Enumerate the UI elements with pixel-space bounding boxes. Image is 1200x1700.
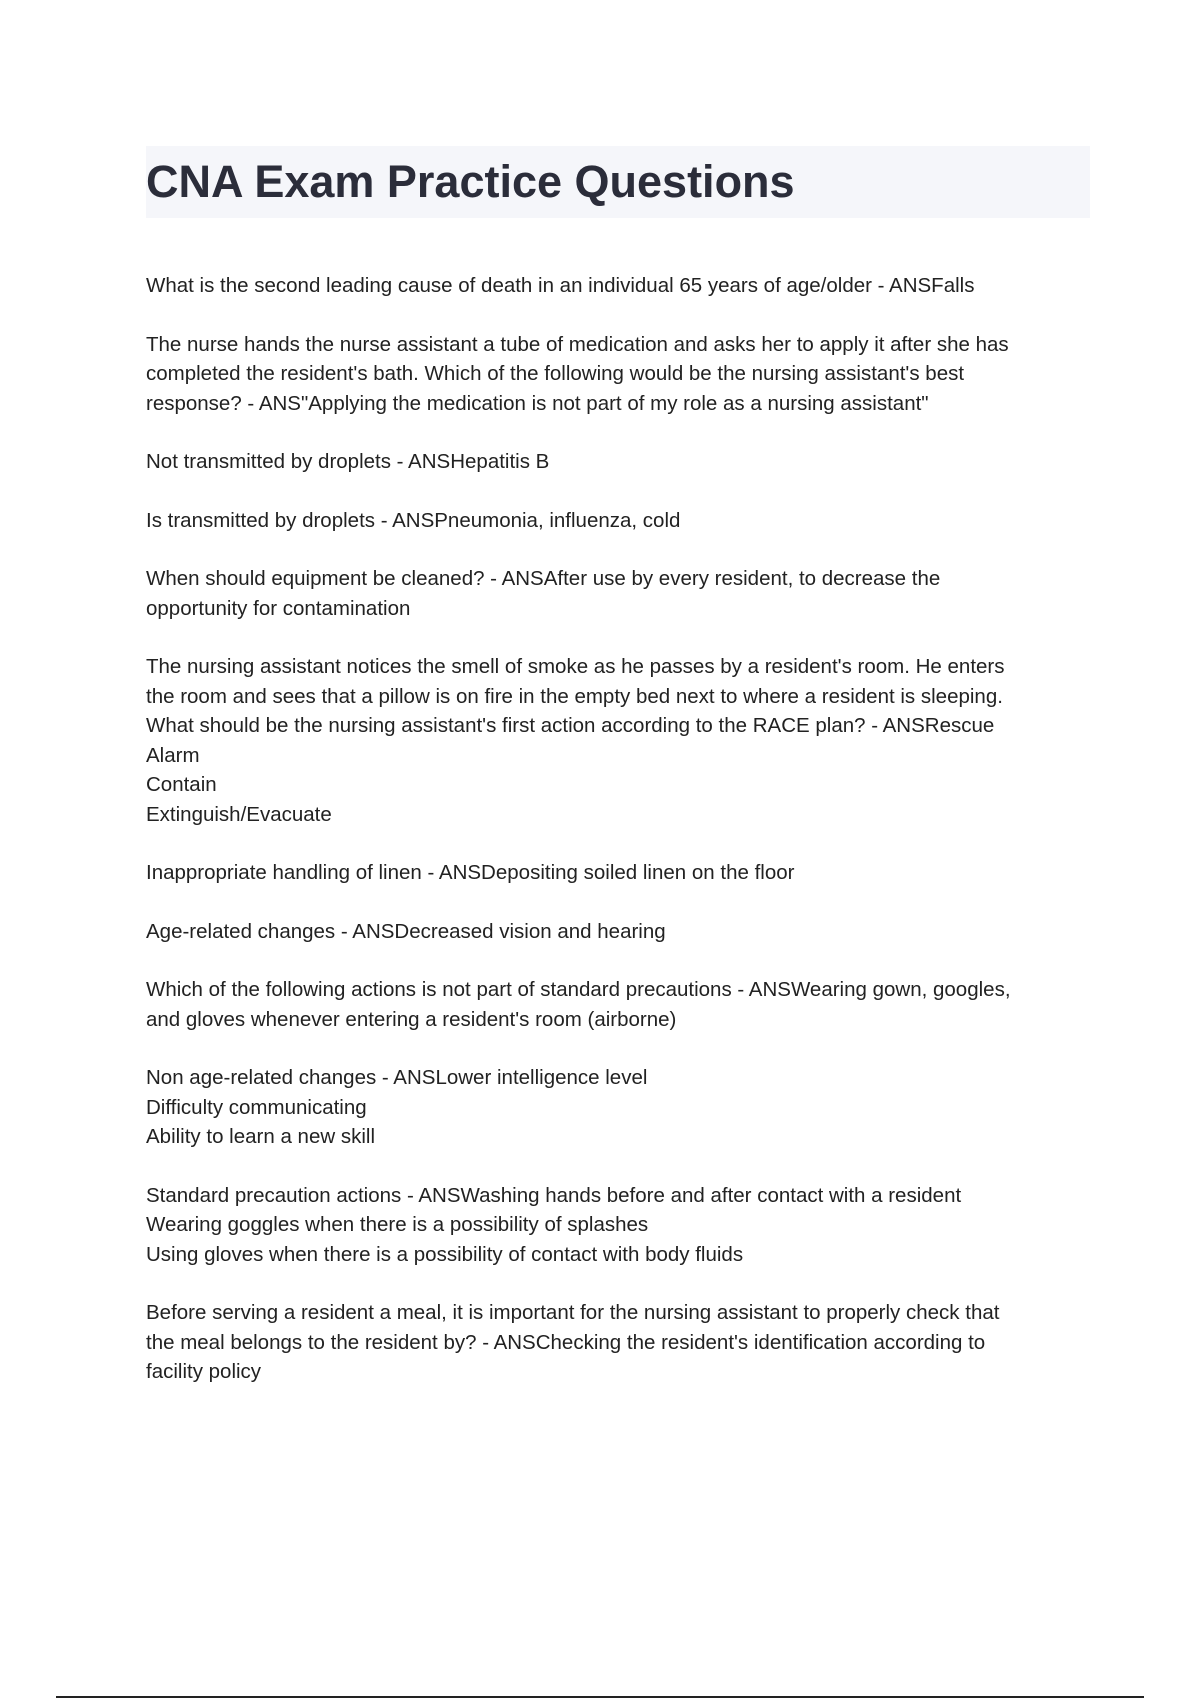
page-title: CNA Exam Practice Questions: [146, 156, 795, 207]
qa-line: opportunity for contamination: [146, 596, 411, 620]
qa-item: [146, 564, 1090, 623]
qa-item: [146, 1181, 1090, 1270]
qa-item: [146, 975, 1090, 1034]
qa-line: Alarm: [146, 743, 200, 767]
qa-line: Is transmitted by droplets - ANSPneumonia, influenza, cold: [146, 508, 681, 532]
qa-line: completed the resident's bath. Which of the following would be the nursing assistant's best: [146, 362, 965, 385]
qa-item: [146, 271, 1090, 301]
qa-line: What should be the nursing assistant's first action according to the RACE plan? - ANSRescue: [146, 714, 995, 737]
qa-line: When should equipment be cleaned? - ANSAfter use by every resident, to decrease the: [146, 567, 941, 590]
qa-item: [146, 1063, 1090, 1152]
qa-line: Ability to learn a new skill: [146, 1125, 376, 1148]
qa-line: Extinguish/Evacuate: [146, 802, 332, 826]
qa-line: What is the second leading cause of death in an individual 65 years of age/older - ANSFalls: [146, 274, 975, 297]
qa-line: the room and sees that a pillow is on fire in the empty bed next to where a resident is sleeping.: [146, 684, 1003, 708]
qa-line: Age-related changes - ANSDecreased vision and hearing: [146, 919, 666, 943]
qa-line: Before serving a resident a meal, it is important for the nursing assistant to properly check that: [146, 1301, 1000, 1324]
qa-line: the meal belongs to the resident by? - ANSChecking the resident's identification according to: [146, 1330, 986, 1354]
qa-line: Not transmitted by droplets - ANSHepatitis B: [146, 450, 550, 473]
qa-item: [146, 506, 1090, 536]
qa-item: [146, 1298, 1090, 1387]
qa-item: [146, 652, 1090, 829]
qa-line: Inappropriate handling of linen - ANSDepositing soiled linen on the floor: [146, 861, 795, 884]
qa-line: Wearing goggles when there is a possibility of splashes: [146, 1213, 649, 1236]
qa-item: [146, 330, 1090, 419]
qa-line: response? - ANS"Applying the medication is not part of my role as a nursing assistant": [146, 391, 929, 415]
footer-divider: [56, 1696, 1144, 1698]
qa-line: Difficulty communicating: [146, 1095, 367, 1119]
qa-item: [146, 858, 1090, 888]
qa-line: The nurse hands the nurse assistant a tube of medication and asks her to apply it after she has: [146, 332, 1009, 356]
qa-line: Using gloves when there is a possibility of contact with body fluids: [146, 1242, 744, 1266]
qa-line: Contain: [146, 773, 217, 796]
qa-line: Standard precaution actions - ANSWashing hands before and after contact with a resident: [146, 1183, 962, 1207]
qa-item: [146, 917, 1090, 947]
qa-line: facility policy: [146, 1360, 262, 1383]
qa-line: Non age-related changes - ANSLower intelligence level: [146, 1066, 648, 1089]
qa-list: [146, 271, 1090, 1416]
qa-item: [146, 447, 1090, 477]
qa-line: and gloves whenever entering a resident's room (airborne): [146, 1007, 677, 1031]
qa-line: Which of the following actions is not part of standard precautions - ANSWearing gown, googles,: [146, 978, 1011, 1001]
qa-line: The nursing assistant notices the smell of smoke as he passes by a resident's room. He enters: [146, 655, 1005, 678]
